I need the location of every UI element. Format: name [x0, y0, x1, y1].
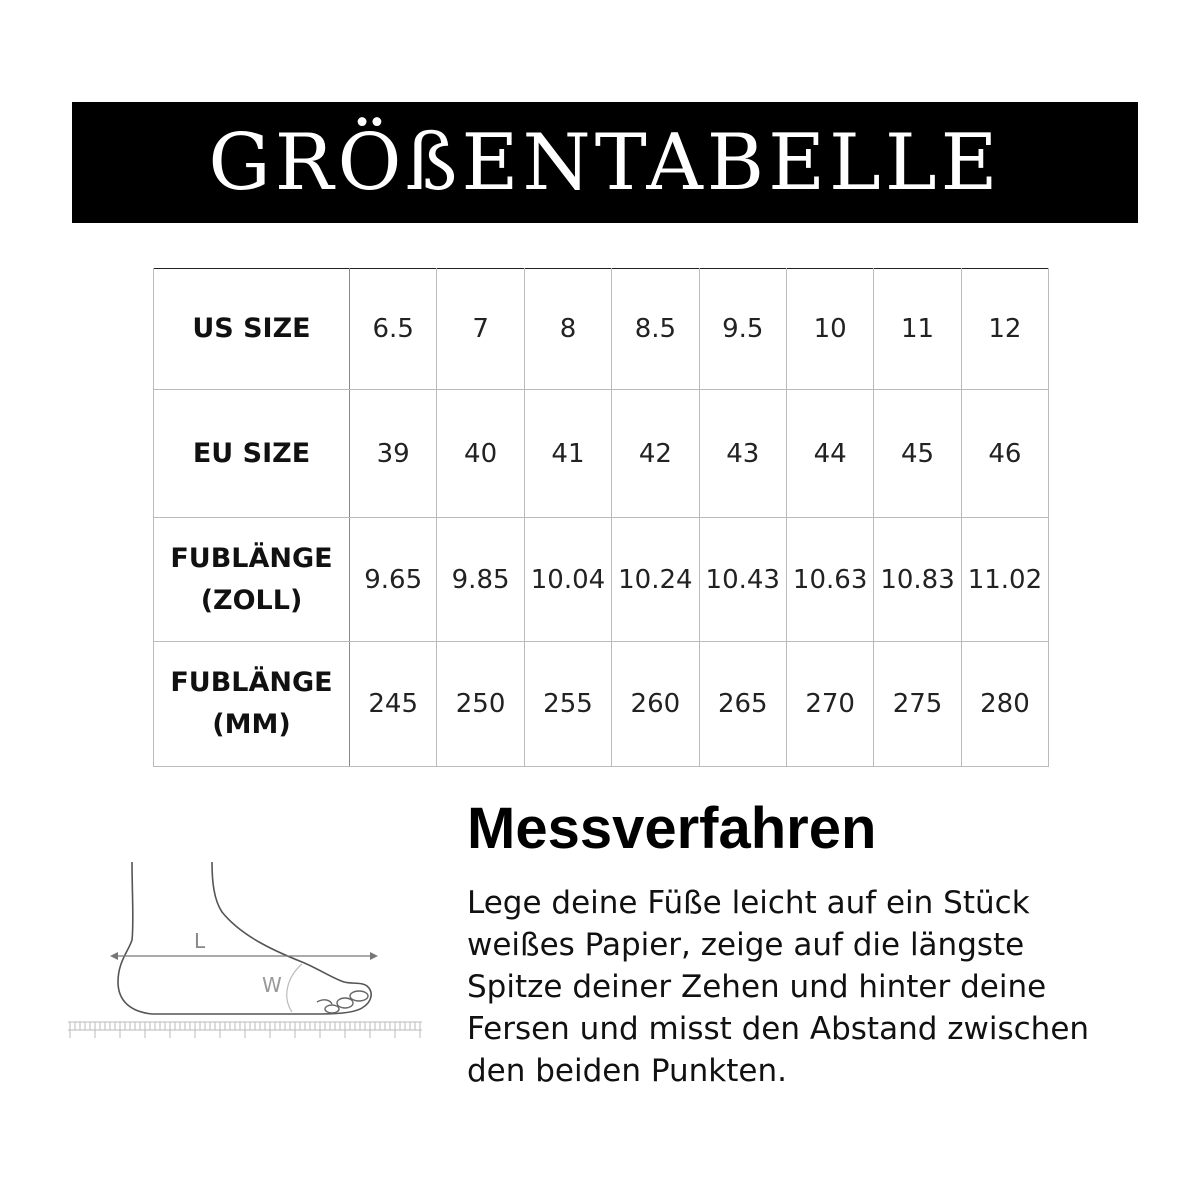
table-cell: 12	[961, 269, 1048, 390]
method-line: Fersen und misst den Abstand zwischen	[467, 1011, 1090, 1047]
table-cell: 39	[350, 390, 437, 518]
table-cell: 44	[786, 390, 873, 518]
row-header-us-size: US SIZE	[154, 269, 350, 390]
table-cell: 11	[874, 269, 961, 390]
table-cell: 9.85	[437, 517, 524, 642]
width-label: W	[262, 973, 282, 997]
table-cell: 45	[874, 390, 961, 518]
foot-measure-icon	[62, 852, 427, 1051]
table-cell: 7	[437, 269, 524, 390]
table-cell: 10.24	[612, 517, 699, 642]
ruler-icon	[68, 1022, 422, 1038]
method-heading: Messverfahren	[467, 796, 877, 861]
row-header-foot-length-inch: FUBLÄNGE (ZOLL)	[154, 517, 350, 642]
table-cell: 43	[699, 390, 786, 518]
method-description	[467, 882, 1167, 1092]
table-cell: 250	[437, 642, 524, 767]
table-cell: 275	[874, 642, 961, 767]
method-line: den beiden Punkten.	[467, 1053, 787, 1089]
table-row-foot-length-mm	[154, 642, 1049, 767]
size-table	[153, 268, 1049, 767]
row-header-foot-length-mm: FUBLÄNGE (MM)	[154, 642, 350, 767]
table-cell: 9.65	[350, 517, 437, 642]
table-cell: 245	[350, 642, 437, 767]
table-cell: 6.5	[350, 269, 437, 390]
foot-svg	[62, 852, 427, 1047]
table-cell: 10.04	[524, 517, 611, 642]
length-label: L	[194, 929, 206, 953]
table-cell: 11.02	[961, 517, 1048, 642]
table-cell: 10.63	[786, 517, 873, 642]
title-banner	[72, 102, 1138, 223]
table-cell: 270	[786, 642, 873, 767]
method-line: Spitze deiner Zehen und hinter deine	[467, 969, 1047, 1005]
table-cell: 9.5	[699, 269, 786, 390]
table-row-foot-length-inch	[154, 517, 1049, 642]
method-line: Lege deine Füße leicht auf ein Stück	[467, 885, 1030, 921]
table-row-us-size	[154, 269, 1049, 390]
table-cell: 46	[961, 390, 1048, 518]
page-title: GRÖßENTABELLE	[208, 117, 1002, 208]
table-cell: 41	[524, 390, 611, 518]
method-line: weißes Papier, zeige auf die längste	[467, 927, 1025, 963]
table-cell: 8	[524, 269, 611, 390]
row-header-eu-size: EU SIZE	[154, 390, 350, 518]
table-cell: 10.83	[874, 517, 961, 642]
table-cell: 265	[699, 642, 786, 767]
table-cell: 10.43	[699, 517, 786, 642]
table-row-eu-size	[154, 390, 1049, 518]
table-cell: 42	[612, 390, 699, 518]
table-cell: 255	[524, 642, 611, 767]
table-cell: 40	[437, 390, 524, 518]
table-cell: 260	[612, 642, 699, 767]
table-cell: 8.5	[612, 269, 699, 390]
table-cell: 280	[961, 642, 1048, 767]
table-cell: 10	[786, 269, 873, 390]
